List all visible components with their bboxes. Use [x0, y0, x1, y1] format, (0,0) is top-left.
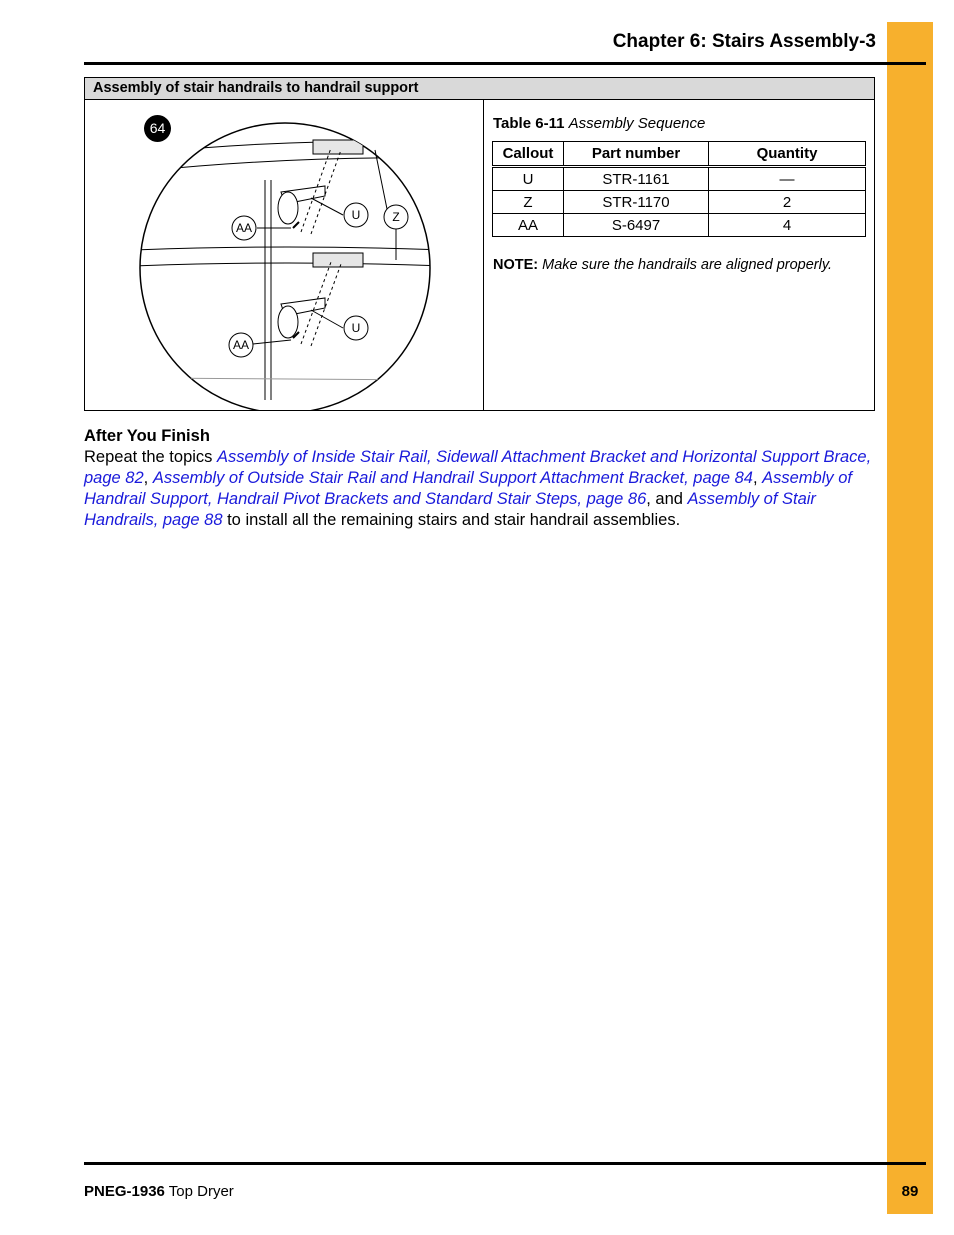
chapter-title: Chapter 6: Stairs Assembly-3: [612, 31, 876, 52]
link-handrail-support[interactable]: Assembly of Handrail Support, Handrail Pivot Brackets and Standard Stair Steps, page 86: [84, 469, 852, 508]
detail-lens-outline: [140, 123, 430, 410]
table-cell: 2: [709, 191, 866, 214]
table-cell: 4: [709, 214, 866, 237]
footer-document-id: [84, 1183, 234, 1200]
table-cell: Z: [493, 191, 564, 214]
footer-rule: [84, 1162, 926, 1165]
upper-bracket-plate: [278, 192, 298, 224]
header-rule: [84, 62, 926, 65]
link-inside-stair-rail[interactable]: Assembly of Inside Stair Rail, Sidewall Attachment Bracket and Horizontal Support Brace, page 82: [84, 448, 872, 487]
assembly-panel: [84, 77, 875, 411]
callout-label: AA: [235, 221, 253, 235]
step-number-badge: 64: [144, 115, 171, 142]
upper-handrail-sleeve: [313, 140, 363, 154]
body-text: , and: [646, 490, 688, 508]
table-cell: STR-1170: [564, 191, 709, 214]
after-you-finish-heading: After You Finish: [84, 427, 210, 445]
after-you-finish-paragraph: [84, 447, 876, 531]
note-label: NOTE:: [493, 257, 539, 273]
table-row: [493, 214, 866, 237]
callout-label: AA: [232, 338, 250, 352]
callout-label: U: [351, 208, 361, 222]
body-text: to install all the remaining stairs and stair handrail assemblies.: [222, 511, 681, 529]
table-row: [493, 167, 866, 191]
alignment-note: [493, 257, 832, 273]
body-text: ,: [752, 469, 763, 487]
footer-doc-title: Top Dryer: [164, 1183, 234, 1200]
handrail-illustration: [85, 100, 483, 410]
table-cell: S-6497: [564, 214, 709, 237]
link-stair-handrails[interactable]: Assembly of Stair Handrails, page 88: [84, 490, 816, 529]
chapter-side-tab: [887, 22, 933, 1214]
link-outside-stair-rail[interactable]: Assembly of Outside Stair Rail and Handrail Support Attachment Bracket, page 84: [152, 469, 753, 487]
page-number: 89: [901, 1183, 919, 1200]
lower-bracket-plate: [278, 306, 298, 338]
callout-label: Z: [392, 210, 400, 224]
callout-label: U: [351, 321, 361, 335]
table-cell: U: [493, 167, 564, 191]
table-caption-label: Table 6-11: [493, 115, 565, 132]
table-row: [493, 191, 866, 214]
column-header: Part number: [564, 142, 709, 167]
table-cell: —: [709, 167, 866, 191]
table-cell: [484, 100, 874, 410]
illustration-cell: [85, 100, 484, 410]
body-text: Repeat the topics: [84, 448, 217, 466]
table-caption: [493, 115, 705, 132]
table-cell: AA: [493, 214, 564, 237]
note-text: Make sure the handrails are aligned properly.: [542, 257, 833, 273]
footer-doc-code: PNEG-1936: [84, 1183, 165, 1200]
body-text: ,: [143, 469, 153, 487]
column-header: Callout: [493, 142, 564, 167]
parts-table: [492, 141, 866, 237]
lower-handrail-sleeve: [313, 253, 363, 267]
panel-title: Assembly of stair handrails to handrail support: [85, 78, 874, 100]
table-header-row: [493, 142, 866, 167]
table-cell: STR-1161: [564, 167, 709, 191]
table-caption-title: Assembly Sequence: [568, 115, 706, 132]
column-header: Quantity: [709, 142, 866, 167]
